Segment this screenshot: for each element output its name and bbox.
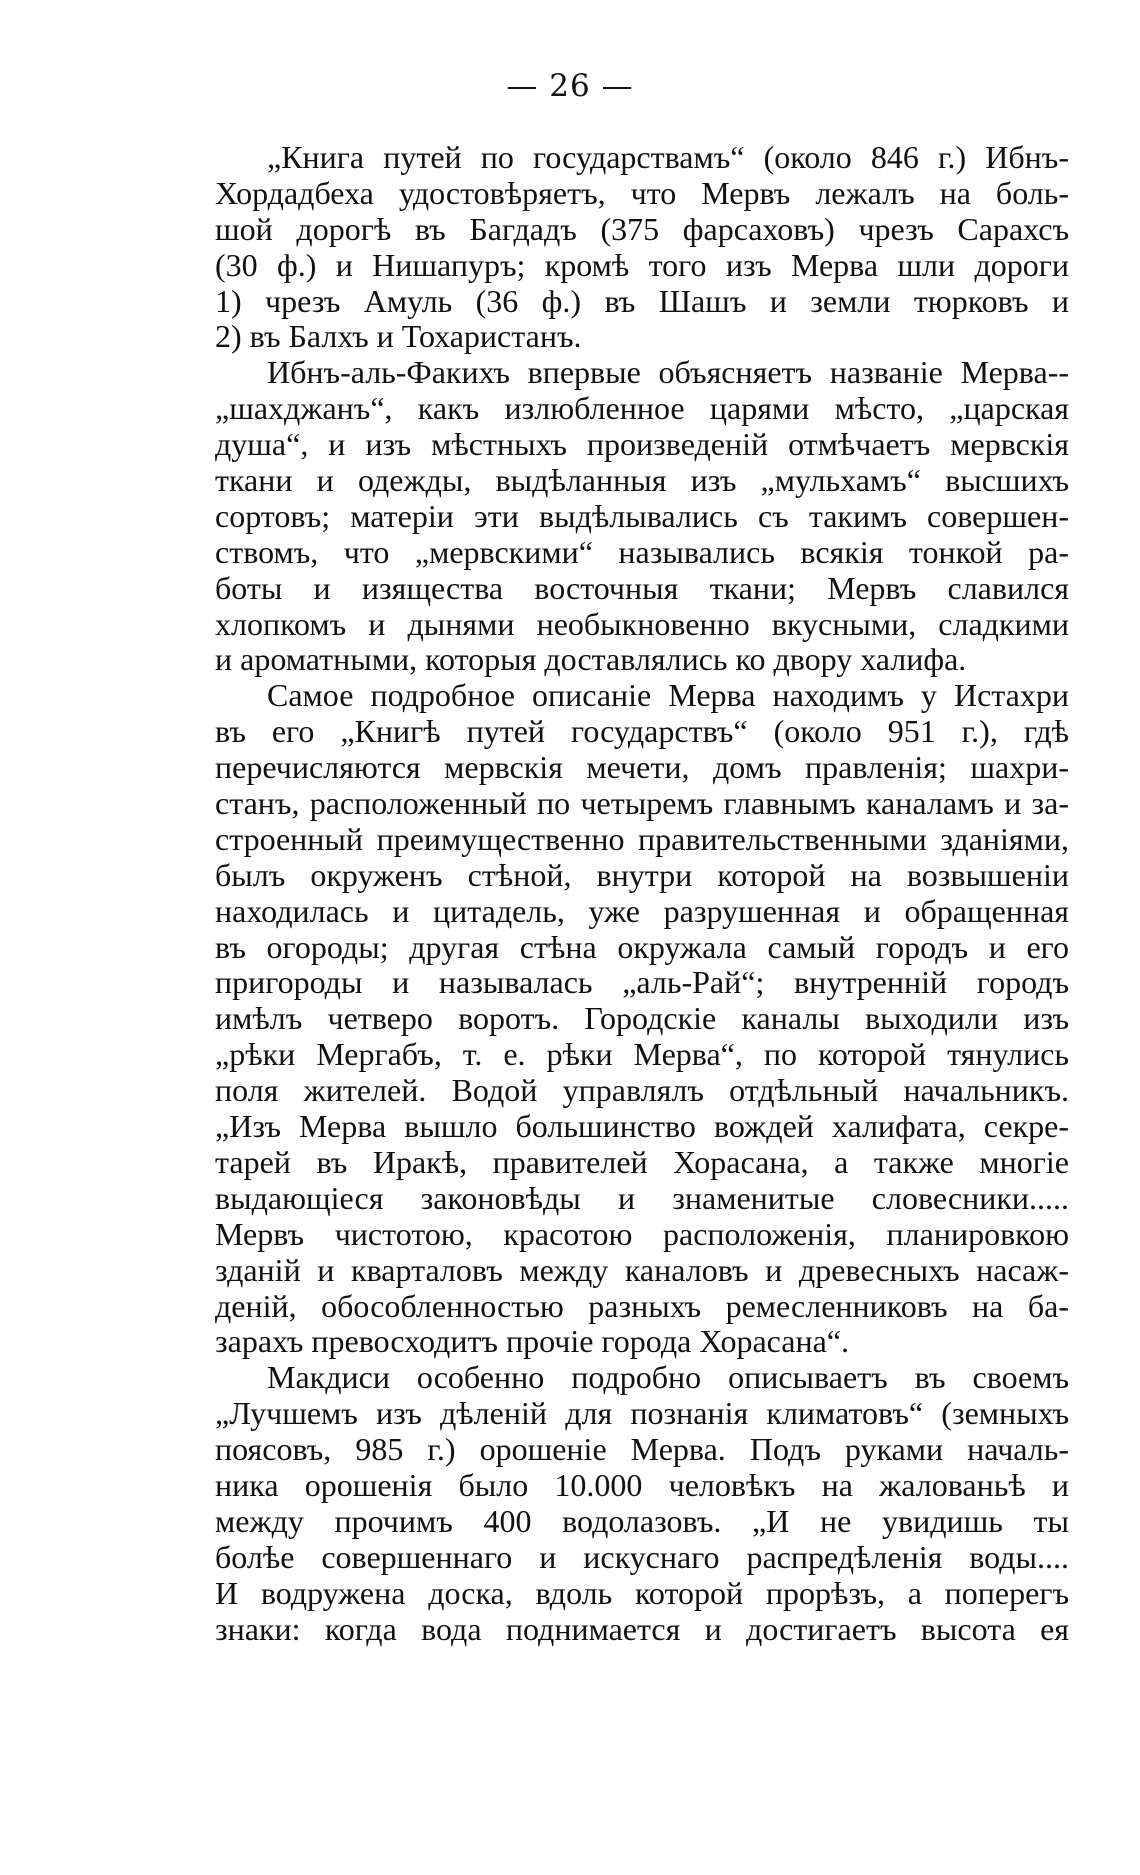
text-line: боты и изящества восточныя ткани; Мервъ славился [215,569,1069,606]
text-line: тарей въ Иракѣ, правителей Хорасана, а также многіе [215,1143,1069,1180]
text-line: поясовъ, 985 г.) орошеніе Мерва. Подъ руками началь- [215,1431,1069,1468]
text-line: душа“, и изъ мѣстныхъ произведеній отмѣчаетъ мервскія [215,426,1069,463]
text-line: сортовъ; матеріи эти выдѣлывались съ такимъ совершен- [215,497,1069,534]
text-line: знаки: когда вода поднимается и достигаетъ высота ея [215,1610,1069,1647]
text-line: въ огороды; другая стѣна окружала самый городъ и его [215,928,1069,965]
text-line: „Лучшемъ изъ дѣленій для познанія климатовъ“ (земныхъ [215,1395,1069,1432]
text-line: И водружена доска, вдоль которой прорѣзъ, а поперегъ [215,1574,1069,1611]
text-line: ствомъ, что „мервскими“ назывались всякія тонкой ра- [215,533,1069,570]
text-line: Макдиси особенно подробно описываетъ въ своемъ [267,1359,1069,1396]
text-line: имѣлъ четверо воротъ. Городскіе каналы выходили изъ [215,1000,1069,1037]
text-line: Ибнъ-аль-Факихъ впервые объясняетъ названіе Мерва-- [267,354,1069,391]
text-line: Мервъ чистотою, красотою расположенія, планировкою [215,1215,1069,1252]
text-line: (30 ф.) и Нишапуръ; кромѣ того изъ Мерва шли дороги [215,246,1069,283]
page-number: — 26 — [506,68,634,104]
text-line: и ароматными, которыя доставлялись ко двору халифа. [215,641,967,678]
text-line: ткани и одежды, выдѣланныя изъ „мульхамъ“ высшихъ [215,462,1069,499]
text-line: станъ, расположенный по четыремъ главнымъ каналамъ и за- [215,785,1069,822]
text-line: болѣе совершеннаго и искуснаго распредѣленія воды.... [215,1538,1069,1575]
text-line: поля жителей. Водой управлялъ отдѣльный начальникъ. [215,1072,1069,1109]
text-line: былъ окруженъ стѣной, внутри которой на возвышеніи [215,856,1069,893]
text-line: Хордадбеха удостовѣряетъ, что Мервъ лежалъ на боль- [215,174,1069,211]
text-line: „рѣки Мергабъ, т. е. рѣки Мерва“, по которой тянулись [215,1036,1069,1073]
body-text [215,140,1069,1647]
text-line: зданій и кварталовъ между каналовъ и древесныхъ насаж- [215,1251,1069,1288]
text-line: выдающіеся законовѣды и знаменитые словесники..... [215,1179,1069,1216]
text-line: зарахъ превосходитъ прочіе города Хорасана“. [215,1323,849,1360]
text-line: пригороды и называлась „аль-Рай“; внутренній городъ [215,964,1069,1001]
text-line: находилась и цитадель, уже разрушенная и обращенная [215,892,1069,929]
text-line: „Книга путей по государствамъ“ (около 846 г.) Ибнъ- [267,139,1069,175]
text-line: строенный преимущественно правительственными зданіями, [215,820,1069,857]
text-line: между прочимъ 400 водолазовъ. „И не увидишь ты [215,1502,1069,1539]
text-line: ника орошенія было 10.000 человѣкъ на жалованьѣ и [215,1466,1069,1503]
text-line: перечисляются мервскія мечети, домъ правленія; шахри- [215,749,1069,786]
text-line: 2) въ Балхъ и Тохаристанъ. [215,318,582,355]
text-line: въ его „Книгѣ путей государствъ“ (около 951 г.), гдѣ [215,713,1069,750]
text-line: шой дорогѣ въ Багдадъ (375 фарсаховъ) чрезъ Сарахсъ [215,210,1069,247]
text-line: деній, обособленностью разныхъ ремесленниковъ на ба- [215,1287,1069,1324]
text-line: 1) чрезъ Амуль (36 ф.) въ Шашъ и земли тюрковъ и [215,282,1069,319]
text-line: „шахджанъ“, какъ излюбленное царями мѣсто, „царская [215,390,1069,427]
text-line: Самое подробное описаніе Мерва находимъ у Истахри [267,677,1069,714]
text-line: „Изъ Мерва вышло большинство вождей халифата, секре- [215,1108,1069,1145]
text-line: хлопкомъ и дынями необыкновенно вкусными, сладкими [215,605,1069,642]
